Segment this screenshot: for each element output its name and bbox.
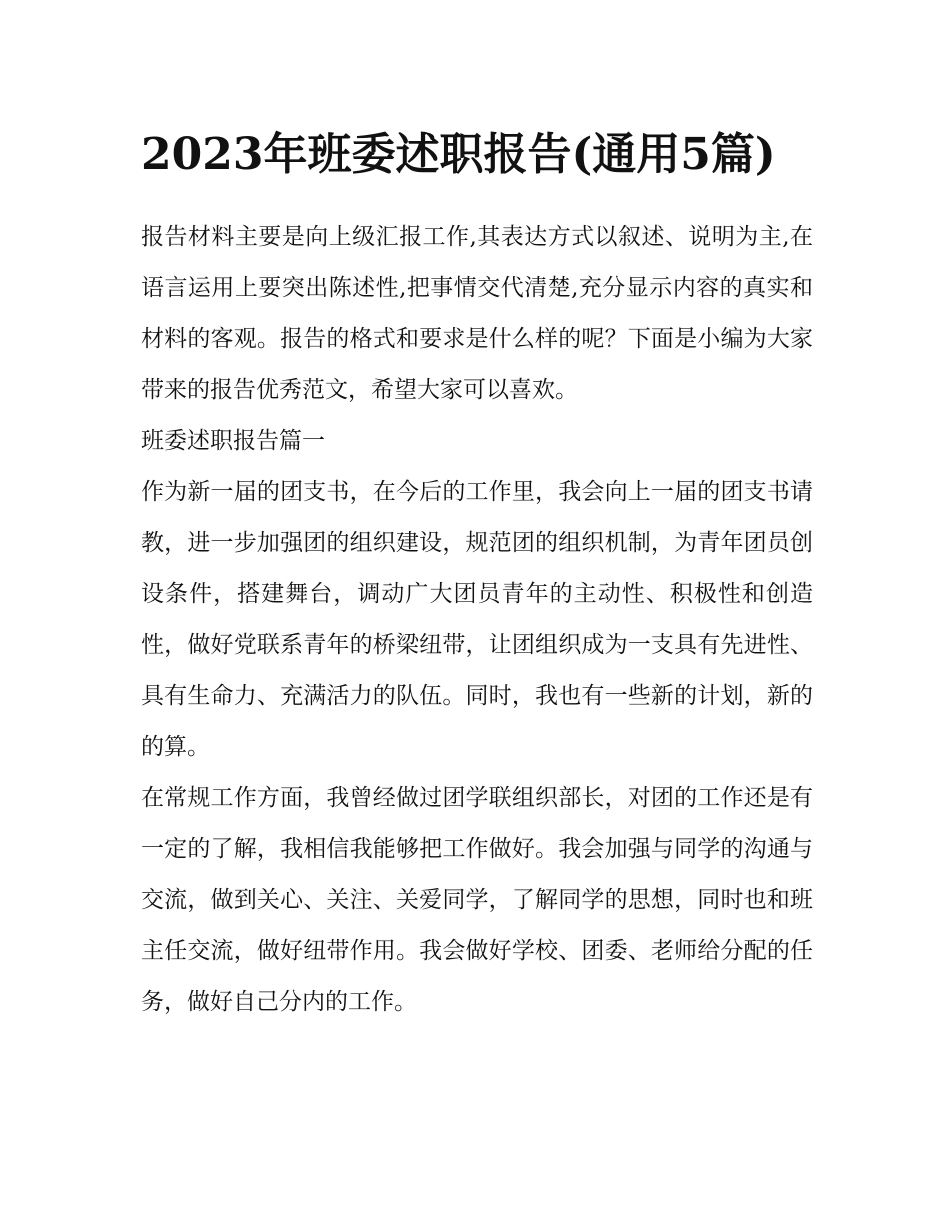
document-title: 2023年班委述职报告(通用5篇) [141,129,776,180]
body-paragraph: 作为新一届的团支书，在今后的工作里，我会向上一届的团支书请教，进一步加强团的组织建设，规范团的组织机制，为青年团员创设条件，搭建舞台，调动广大团员青年的主动性、积极性和创造性，做好党联系青年的桥梁纽带，让团组织成为一支具有先进性、具有生命力、充满活力的队伍。同时，我也有一些新的计划，新的的算。 [141,479,813,760]
section-heading: 班委述职报告篇一 [141,428,325,454]
body-paragraph: 在常规工作方面，我曾经做过团学联组织部长，对团的工作还是有一定的了解，我相信我能够把工作做好。我会加强与同学的沟通与交流，做到关心、关注、关爱同学，了解同学的思想，同时也和班主任交流，做好纽带作用。我会做好学校、团委、老师给分配的任务，做好自己分内的工作。 [141,785,813,1015]
intro-paragraph: 报告材料主要是向上级汇报工作,其表达方式以叙述、说明为主,在语言运用上要突出陈述性,把事情交代清楚,充分显示内容的真实和材料的客观。报告的格式和要求是什么样的呢？下面是小编为大家带来的报告优秀范文，希望大家可以喜欢。 [141,224,813,403]
document-content [141,118,813,1028]
